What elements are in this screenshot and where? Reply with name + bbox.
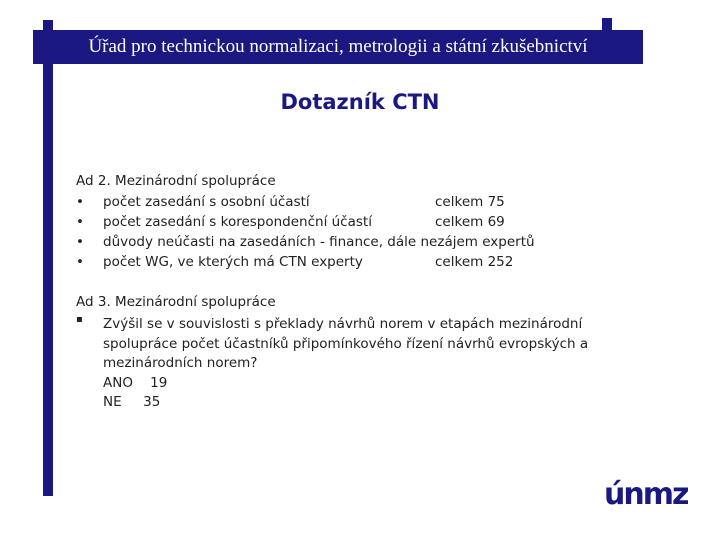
item-label: počet WG, ve kterých má CTN experty [103,254,363,270]
answer-label: ANO [103,374,133,391]
section2-heading [76,173,276,189]
answer-count: 19 [150,374,168,391]
section3-question-block [103,315,623,413]
section3-heading [76,294,276,310]
bullet-icon: • [76,234,84,250]
header-title: Úřad pro technickou normalizaci, metrologii a státní zkušebnictví [88,36,588,57]
item-label: počet zasedání s korespondenční účastí [103,214,372,230]
bullet-icon: • [76,254,84,270]
bullet-icon: • [76,194,84,210]
item-value: celkem 69 [435,214,505,230]
item-label: počet zasedání s osobní účastí [103,194,310,210]
section3-prefix: Ad 3. [76,294,111,310]
slide-title: Dotazník CTN [280,90,440,114]
section3-title: Mezinárodní spolupráce [115,294,276,310]
answer-count: 35 [143,394,161,410]
answer-row [103,374,623,394]
section3-question: Zvýšil se v souvislosti s překlady návrhů norem v etapách mezinárodní spolupráce počet účastníků připomínkového řízení návrhů evropských a mezinárodních norem? [103,316,589,371]
item-label: důvody neúčasti na zasedáních - finance, dále nezájem expertů [103,234,535,250]
header-banner [33,30,643,64]
logo-text: únmz [604,477,688,510]
unmz-logo [602,470,688,510]
item-value: celkem 75 [435,194,505,210]
answer-label: NE [103,394,122,410]
section2-title: Mezinárodní spolupráce [115,173,276,189]
answer-row [103,393,623,413]
bullet-icon: • [76,214,84,230]
item-value: celkem 252 [435,254,514,270]
section2-prefix: Ad 2. [76,173,111,189]
bullet-icon: ▪ [76,314,83,325]
